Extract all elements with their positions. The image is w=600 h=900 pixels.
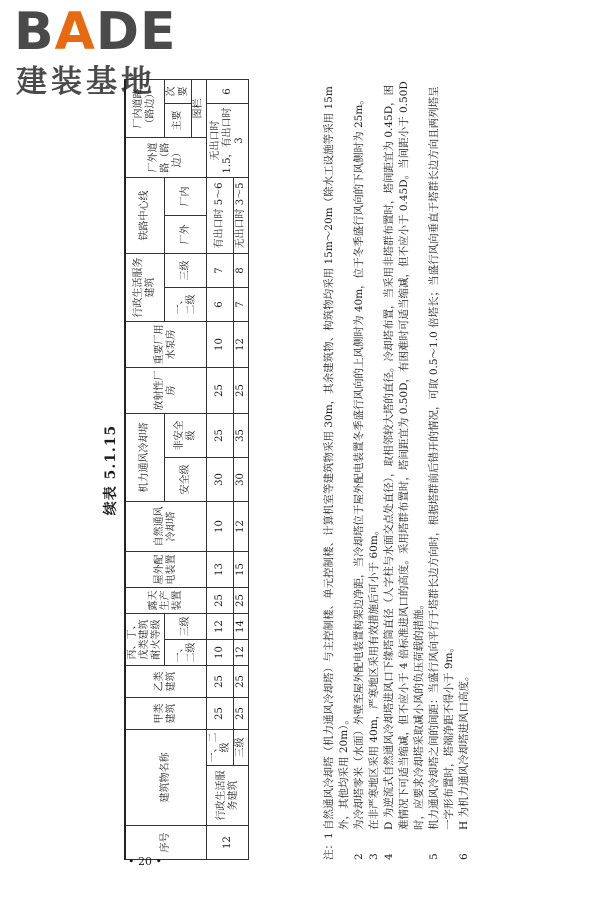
header-admin-building: 行政生活服务建筑 [125,254,165,322]
note-text: 自然通风冷却塔（机力通风冷却塔）与主控制楼、单元控制楼、计算机室等建筑物采用 30m，其余建筑物、构筑物均采用 15m～20m（除水工设施等采用 15m 外，其他均采用 20m）。 [323,86,350,830]
spacing-table [124,79,249,860]
cell: 25 [234,368,249,414]
cell: 10 [207,322,234,368]
note-text: 机力通风冷却塔之间的间距：当盛行风向平行于塔群长边方向时，根据塔群前后错开的情况，可取 0.5～1.0 倍塔长；当盛行风向垂直于塔群长边方向且两列塔呈一字形布置时，塔端净距不得小于 9m。 [428,86,455,830]
cell: 10 [207,502,234,552]
cell: 25 [207,588,234,614]
table-notes [322,80,472,860]
header-important-pump: 重要厂用水泵房 [125,322,207,368]
header-open-air-unit: 露天生产装置 [125,588,207,614]
cell: 25 [207,698,234,730]
cell: 8 [234,254,249,288]
cell: 7 [207,254,234,288]
header-index: 序号 [125,826,207,860]
header-admin-grade-3: 三级 [165,254,207,288]
header-bdw-grade-12: 一、二级 [165,640,207,666]
page-number: • 20 • [128,855,162,868]
cell: 6 [207,288,234,322]
note-item [352,80,367,860]
note-label: 5 [428,853,440,860]
header-outdoor-power: 屋外配电装置 [125,552,207,588]
cell: 15 [234,552,249,588]
header-admin-grade-12: 一、二级 [165,288,207,322]
cell: 25 [207,666,234,698]
row-building-name: 行政生活服务建筑 [207,766,249,826]
cell: 12 [207,614,234,640]
note-item [367,80,382,860]
note-item [427,80,457,860]
rotated-page-content [100,80,520,860]
header-road-main: 主要 [165,104,192,138]
cell-rail: 无出口时 3～5 [234,178,249,254]
cell: 25 [234,698,249,730]
note-item [382,80,427,860]
row-grade: 三级 [234,730,249,766]
cell: 25 [207,368,234,414]
note-label: 6 [458,853,470,860]
header-class-yi: 乙类建筑 [125,666,207,698]
note-text: H 为机力通风冷却塔进风口高度。 [458,670,470,830]
note-item [322,80,352,860]
cell: 25 [234,588,249,614]
header-rail-inside: 厂内 [165,178,207,216]
header-radioactive: 放射性厂房 [125,368,207,414]
cell: 13 [207,552,234,588]
note-text: 为冷却塔零米（水面）外壁至屋外配电装置构架边净距，当冷却塔位于屋外配电装置冬季盛行风向的上风侧时为 40m，位于冬季盛行风向的下风侧时为 25m。 [353,94,365,830]
header-natural-tower: 自然通风冷却塔 [125,502,207,552]
cell: 35 [234,414,249,458]
header-class-jia: 甲类建筑 [125,698,207,730]
logo-wordmark: BADE [14,2,177,62]
logo-chinese-name: 建装基地 [16,64,156,100]
header-rail-center: 铁路中心线 [125,178,165,254]
cell: 30 [207,458,234,502]
table-caption: 续表 5.1.15 [103,424,119,516]
header-building-name: 建筑物名称 [125,730,207,826]
cell: 25 [234,666,249,698]
note-label: 2 [353,853,365,860]
note-label: 3 [368,853,380,860]
cell-rail: 有出口时 5～6 [207,178,234,254]
cell-road-main: 无出口时 1.5，有出口时 3 [207,104,249,178]
header-rail-outside: 厂外 [165,216,207,254]
cell: 12 [234,322,249,368]
header-bdw-fire-grade: 丙、丁、戊类建筑耐火等级 [125,614,165,666]
header-road-secondary: 次要 [165,80,192,104]
row-grade: 一、二级 [207,730,234,766]
note-item [457,80,472,860]
cell: 7 [234,288,249,322]
header-remark: 图栏 [192,80,207,138]
cell-last: 6 [207,80,249,104]
cell: 25 [207,414,234,458]
header-bdw-grade-3: 三级 [165,614,207,640]
header-mech-nonsafe: 非安全级 [165,414,207,458]
cell: 12 [234,640,249,666]
header-road-outside: 厂外道路（路边） [125,138,207,178]
header-mech-tower: 机力通风冷却塔 [125,414,165,502]
note-label: 4 [383,853,395,860]
cell: 12 [234,502,249,552]
header-mech-safe: 安全级 [165,458,207,502]
row-index: 12 [207,826,249,860]
note-text: D 为逆流式自然通风冷却塔进风口下缘塔筒直径（人字柱与水面交点处直径），取相邻较大塔的直径。冷却塔布置，当采用非塔群布置时，塔间距宜为 0.45D，困难情况下可适当缩减，但不应小于 4 倍标准进风口的高度。采用塔群布置时，塔间距宜为 0.50D，有困难时可适当缩减，但不应小于 0.45D。当间距小于 0.50D 时，应要求冷却塔采取减小风的负压荷载的措施。 [383,81,425,830]
header-road-inside: 厂内道路（路边） [125,80,165,138]
note-label: 注：1 [323,832,335,860]
cell: 30 [234,458,249,502]
cell: 14 [234,614,249,640]
note-text: 在非严寒地区采用 40m，严寒地区采用有效措施后可小于 60m。 [368,524,380,830]
cell: 10 [207,640,234,666]
